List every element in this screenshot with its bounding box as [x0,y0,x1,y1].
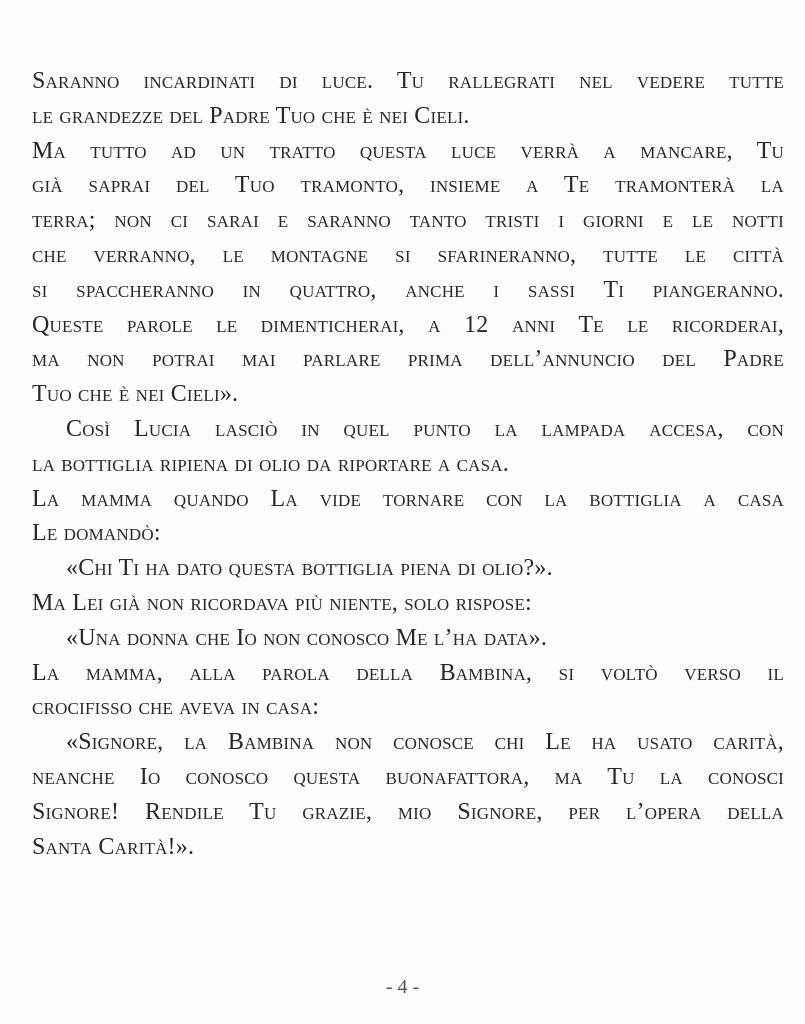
paragraph [32,64,784,134]
text-line: neanche Io conosco questa buonafattora, ma Tu la conosci [32,763,784,790]
paragraph [32,412,784,482]
page-number: - 4 - [385,976,420,998]
text-line: che verranno, le montagne si sfarineranno, tutte le città [32,241,784,268]
text-line: le grandezze del Padre Tuo che è nei Cieli. [32,102,470,129]
text-line: Queste parole le dimenticherai, a 12 anni Te le ricorderai, [32,311,784,338]
text-line: Così Lucia lasciò in quel punto la lampada accesa, con [66,415,784,442]
paragraph [32,482,784,552]
text-line: la bottiglia ripiena di olio da riportare a casa. [32,450,509,477]
text-line: Ma tutto ad un tratto questa luce verrà a mancare, Tu [32,137,784,164]
text-line: Signore! Rendile Tu grazie, mio Signore, per l’opera della [32,798,784,825]
text-line: crocifisso che aveva in casa: [32,694,320,721]
text-line: Ma Lei già non ricordava più niente, solo rispose: [32,589,532,616]
text-line: Santa Carità!». [32,833,195,860]
text-line: già saprai del Tuo tramonto, insieme a Te tramonterà la [32,172,784,199]
text-line: si spaccheranno in quattro, anche i sassi Ti piangeranno. [32,276,784,303]
text-line: La mamma, alla parola della Bambina, si voltò verso il [32,659,784,686]
body-text [32,64,784,864]
text-line: ma non potrai mai parlare prima dell’annuncio del Padre [32,346,784,373]
paragraph [32,725,784,864]
text-line: «Una donna che Io non conosco Me l’ha data». [66,624,548,651]
paragraph [32,586,784,621]
text-line: La mamma quando La vide tornare con la bottiglia a casa [32,485,784,512]
text-line: «Signore, la Bambina non conosce chi Le ha usato carità, [66,729,784,756]
paragraph [32,621,784,656]
paragraph [32,134,784,412]
text-line: Saranno incardinati di luce. Tu rallegrati nel vedere tutte [32,68,784,94]
text-line: Le domandò: [32,520,161,547]
paragraph [32,551,784,586]
paragraph [32,656,784,726]
text-line: terra; non ci sarai e saranno tanto tristi i giorni e le notti [32,207,784,234]
text-line: Tuo che è nei Cieli». [32,381,239,408]
text-line: «Chi Ti ha dato questa bottiglia piena di olio?». [66,555,553,582]
